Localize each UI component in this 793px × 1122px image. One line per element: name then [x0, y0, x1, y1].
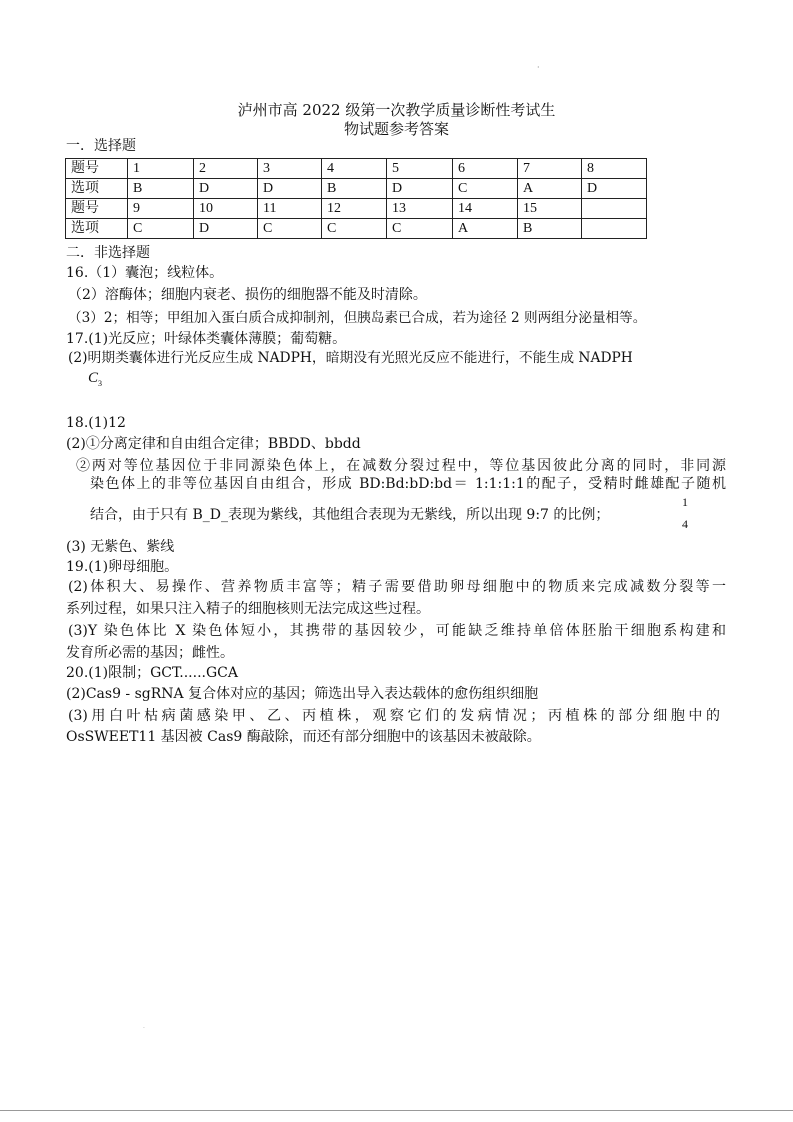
table-cell: D	[194, 179, 258, 199]
table-row	[66, 199, 647, 219]
answer-19-part3-line2: 发育所必需的基因；雌性。	[66, 645, 234, 661]
table-row	[66, 179, 647, 199]
answer-16-part2: （2）溶酶体；细胞内衰老、损伤的细胞器不能及时清除。	[68, 287, 427, 303]
answer-18-part1: 18.(1)12	[66, 415, 126, 431]
table-cell: 题号	[66, 199, 128, 219]
answer-18-part4: (3) 无紫色、紫线	[66, 539, 175, 555]
c3-symbol: $C_3$	[88, 370, 103, 388]
page-bottom-border	[0, 1110, 793, 1111]
answer-17-part1: 17.(1)光反应；叶绿体类囊体薄膜；葡萄糖。	[66, 331, 347, 347]
table-cell: B	[128, 179, 194, 199]
table-cell: 6	[453, 159, 518, 179]
table-row	[66, 219, 647, 239]
table-cell: D	[582, 179, 647, 199]
table-cell: 选项	[66, 219, 128, 239]
table-row	[66, 159, 647, 179]
section-heading-nonchoice: 二．非选择题	[66, 245, 150, 261]
table-cell: C	[128, 219, 194, 239]
table-cell: 1	[128, 159, 194, 179]
table-cell: 题号	[66, 159, 128, 179]
answer-19-part3-line1: (3)Y 染色体比 X 染色体短小，其携带的基因较少，可能缺乏维持单倍体胚胎干细胞系构建和	[68, 623, 726, 639]
answer-19-part1: 19.(1)卵母细胞。	[66, 559, 179, 575]
table-cell: D	[194, 219, 258, 239]
table-cell: 14	[453, 199, 518, 219]
table-cell	[582, 219, 647, 239]
table-cell: B	[322, 179, 387, 199]
table-cell: 7	[518, 159, 582, 179]
table-cell: C	[453, 179, 518, 199]
answer-18-part3-line3: 结合，由于只有 B_D_表现为紫线，其他组合表现为无紫线，所以出现 9:7 的比例；	[90, 507, 610, 523]
table-cell: 9	[128, 199, 194, 219]
scan-speck: ·	[143, 1025, 145, 1032]
section-heading-choice: 一．选择题	[66, 138, 136, 154]
document-title-line1: 泸州市高 2022 级第一次教学质量诊断性考试生	[237, 101, 556, 119]
scan-speck: ·	[537, 63, 540, 72]
table-cell: C	[387, 219, 453, 239]
answer-18-part2: (2)①分离定律和自由组合定律；BBDD、bbdd	[66, 436, 361, 452]
answer-table	[65, 158, 647, 239]
table-cell: C	[258, 219, 322, 239]
document-title-line2: 物试题参考答案	[343, 120, 449, 138]
table-cell: 11	[258, 199, 322, 219]
table-cell: 2	[194, 159, 258, 179]
answer-18-part3-line2: 染色体上的非等位基因自由组合，形成 BD:Bd:bD:bd＝ 1:1:1:1的配子，受精时雌雄配子随机	[90, 476, 726, 492]
table-cell: A	[453, 219, 518, 239]
table-cell: 13	[387, 199, 453, 219]
answer-18-part3-line1: ②两对等位基因位于非同源染色体上，在减数分裂过程中，等位基因彼此分离的同时，非同源	[76, 458, 726, 474]
answer-19-part2-line1: (2)体积大、易操作、营养物质丰富等；精子需要借助卵母细胞中的物质来完成减数分裂等一	[68, 579, 726, 595]
table-cell: 8	[582, 159, 647, 179]
answer-20-part3-line1: (3)用白叶枯病菌感染甲、乙、丙植株，观察它们的发病情况；丙植株的部分细胞中的	[68, 708, 720, 724]
table-cell: D	[387, 179, 453, 199]
table-cell: C	[322, 219, 387, 239]
answer-17-part2: (2)明期类囊体进行光反应生成 NADPH，暗期没有光照光反应不能进行，不能生成 NADPH	[68, 350, 633, 366]
answer-20-part1: 20.(1)限制；GCT......GCA	[66, 665, 238, 681]
table-cell: 15	[518, 199, 582, 219]
answer-16-part3: （3）2；相等；甲组加入蛋白质合成抑制剂，但胰岛素已合成，若为途径 2 则两组分泌量相等。	[68, 310, 647, 326]
table-cell: 5	[387, 159, 453, 179]
answer-20-part2: (2)Cas9 - sgRNA 复合体对应的基因；筛选出导入表达载体的愈伤组织细胞	[66, 686, 539, 702]
table-cell: A	[518, 179, 582, 199]
answer-19-part2-line2: 系列过程，如果只注入精子的细胞核则无法完成这些过程。	[66, 601, 430, 617]
table-cell: 10	[194, 199, 258, 219]
table-cell: 4	[322, 159, 387, 179]
answer-16-part1: 16.（1）囊泡；线粒体。	[66, 265, 224, 281]
table-cell: D	[258, 179, 322, 199]
table-cell: 选项	[66, 179, 128, 199]
fraction-one-quarter: 1 4	[682, 495, 688, 531]
table-cell: 12	[322, 199, 387, 219]
table-cell	[582, 199, 647, 219]
answer-20-part3-line2: OsSWEET11 基因被 Cas9 酶敲除，而还有部分细胞中的该基因未被敲除。	[66, 729, 541, 745]
table-cell: B	[518, 219, 582, 239]
table-cell: 3	[258, 159, 322, 179]
